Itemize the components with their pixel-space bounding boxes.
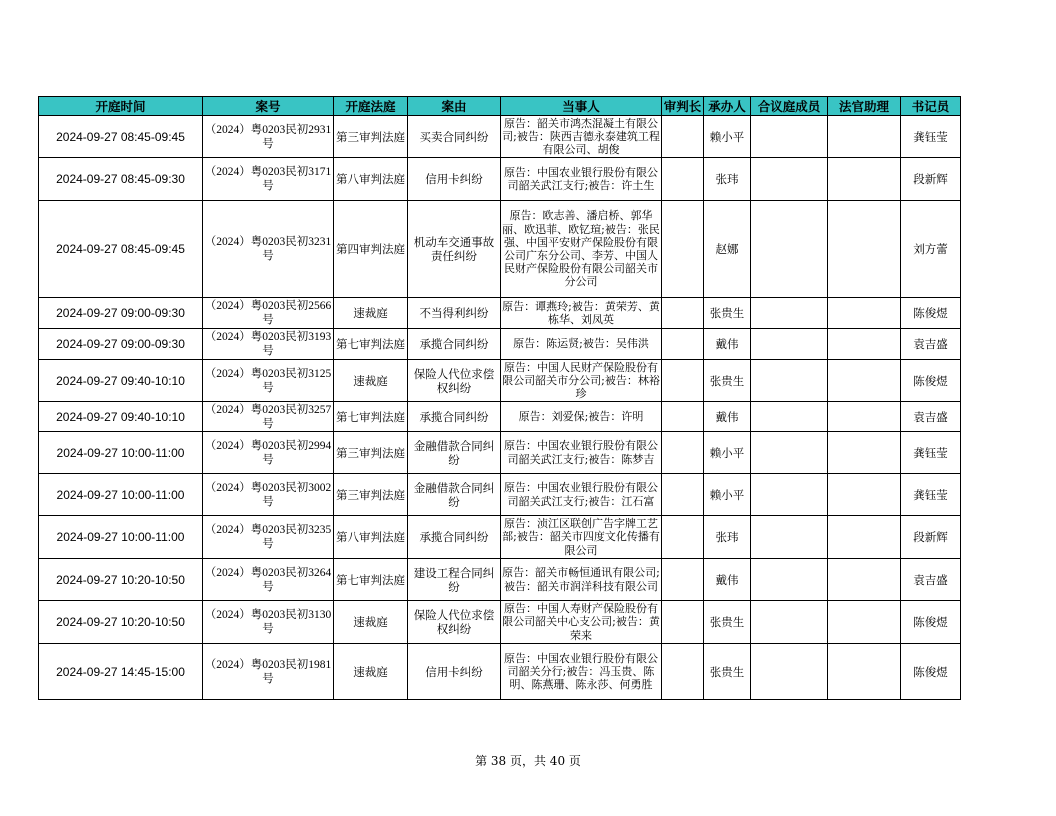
judge-assistant-cell [828,601,901,644]
presiding-judge-cell [662,601,704,644]
clerk-cell: 龚钰莹 [901,116,961,158]
case-number-cell: （2024）粤0203民初3235号 [203,516,334,559]
case-number-cell: （2024）粤0203民初1981号 [203,644,334,700]
judge-assistant-cell [828,559,901,601]
case-number-cell: （2024）粤0203民初2931号 [203,116,334,158]
presiding-judge-cell [662,474,704,516]
parties-cell: 原告：中国农业银行股份有限公司韶关武江支行;被告：陈梦吉 [501,432,662,474]
case-number-cell: （2024）粤0203民初3130号 [203,601,334,644]
header-panel-members: 合议庭成员 [751,97,828,116]
presiding-judge-cell [662,298,704,329]
courtroom-cell: 第三审判法庭 [334,474,408,516]
handler-cell: 张贵生 [704,644,751,700]
table-row [39,432,961,474]
case-number-cell: （2024）粤0203民初3257号 [203,402,334,432]
parties-cell: 原告：中国农业银行股份有限公司韶关分行;被告：冯玉贵、陈明、陈燕珊、陈永莎、何勇胜 [501,644,662,700]
cause-cell: 买卖合同纠纷 [408,116,501,158]
clerk-cell: 袁吉盛 [901,402,961,432]
hearing-time-cell: 2024-09-27 10:00-11:00 [39,432,203,474]
handler-cell: 赖小平 [704,474,751,516]
clerk-cell: 陈俊煜 [901,360,961,402]
panel-members-cell [751,402,828,432]
judge-assistant-cell [828,360,901,402]
header-parties: 当事人 [501,97,662,116]
hearing-time-cell: 2024-09-27 08:45-09:45 [39,116,203,158]
parties-cell: 原告：谭燕玲;被告：黄荣芳、黄栋华、刘凤英 [501,298,662,329]
parties-cell: 原告：中国农业银行股份有限公司韶关武江支行;被告：许土生 [501,158,662,201]
table-row [39,559,961,601]
presiding-judge-cell [662,360,704,402]
presiding-judge-cell [662,116,704,158]
courtroom-cell: 第四审判法庭 [334,201,408,298]
table-row [39,601,961,644]
courtroom-cell: 速裁庭 [334,360,408,402]
panel-members-cell [751,158,828,201]
parties-cell: 原告：陈运贤;被告：吴伟洪 [501,329,662,360]
table-row [39,644,961,700]
presiding-judge-cell [662,158,704,201]
judge-assistant-cell [828,402,901,432]
hearing-time-cell: 2024-09-27 10:20-10:50 [39,601,203,644]
table-row [39,516,961,559]
table-row [39,201,961,298]
courtroom-cell: 速裁庭 [334,644,408,700]
judge-assistant-cell [828,158,901,201]
parties-cell: 原告：中国农业银行股份有限公司韶关武江支行;被告：江石富 [501,474,662,516]
judge-assistant-cell [828,432,901,474]
panel-members-cell [751,474,828,516]
judge-assistant-cell [828,298,901,329]
header-handler: 承办人 [704,97,751,116]
panel-members-cell [751,432,828,474]
header-case-number: 案号 [203,97,334,116]
hearing-time-cell: 2024-09-27 10:20-10:50 [39,559,203,601]
judge-assistant-cell [828,201,901,298]
case-number-cell: （2024）粤0203民初3171号 [203,158,334,201]
case-number-cell: （2024）粤0203民初3002号 [203,474,334,516]
clerk-cell: 陈俊煜 [901,298,961,329]
cause-cell: 信用卡纠纷 [408,158,501,201]
clerk-cell: 段新辉 [901,158,961,201]
panel-members-cell [751,201,828,298]
presiding-judge-cell [662,329,704,360]
clerk-cell: 龚钰莹 [901,474,961,516]
case-number-cell: （2024）粤0203民初3193号 [203,329,334,360]
header-hearing-time: 开庭时间 [39,97,203,116]
courtroom-cell: 第三审判法庭 [334,116,408,158]
handler-cell: 张玮 [704,158,751,201]
parties-cell: 原告：韶关市畅恒通讯有限公司;被告：韶关市润洋科技有限公司 [501,559,662,601]
cause-cell: 信用卡纠纷 [408,644,501,700]
cause-cell: 建设工程合同纠纷 [408,559,501,601]
handler-cell: 戴伟 [704,402,751,432]
judge-assistant-cell [828,329,901,360]
header-cause: 案由 [408,97,501,116]
parties-cell: 原告：中国人寿财产保险股份有限公司韶关中心支公司;被告：黄荣来 [502,602,660,642]
panel-members-cell [751,516,828,559]
case-number-cell: （2024）粤0203民初3264号 [203,559,334,601]
table-row [39,116,961,158]
panel-members-cell [751,644,828,700]
cause-cell: 承揽合同纠纷 [408,516,501,559]
judge-assistant-cell [828,644,901,700]
judge-assistant-cell [828,516,901,559]
courtroom-cell: 第七审判法庭 [334,402,408,432]
handler-cell: 赵娜 [704,201,751,298]
header-clerk: 书记员 [901,97,961,116]
handler-cell: 张贵生 [704,360,751,402]
cause-cell: 金融借款合同纠纷 [408,474,501,516]
cause-cell: 机动车交通事故责任纠纷 [408,201,501,298]
courtroom-cell: 第八审判法庭 [334,516,408,559]
hearing-time-cell: 2024-09-27 09:00-09:30 [39,329,203,360]
header-courtroom: 开庭法庭 [334,97,408,116]
cause-cell: 保险人代位求偿权纠纷 [408,601,501,644]
panel-members-cell [751,298,828,329]
table-row [39,158,961,201]
judge-assistant-cell [828,474,901,516]
header-judge-assistant: 法官助理 [828,97,901,116]
clerk-cell: 袁吉盛 [901,329,961,360]
panel-members-cell [751,329,828,360]
case-number-cell: （2024）粤0203民初2994号 [203,432,334,474]
table-row [39,360,961,402]
presiding-judge-cell [662,559,704,601]
cause-cell: 保险人代位求偿权纠纷 [408,360,501,402]
courtroom-cell: 第八审判法庭 [334,158,408,201]
hearing-time-cell: 2024-09-27 10:00-11:00 [39,474,203,516]
handler-cell: 张贵生 [704,298,751,329]
hearing-schedule-table [38,96,961,700]
hearing-time-cell: 2024-09-27 14:45-15:00 [39,644,203,700]
presiding-judge-cell [662,402,704,432]
courtroom-cell: 速裁庭 [334,601,408,644]
clerk-cell: 袁吉盛 [901,559,961,601]
presiding-judge-cell [662,644,704,700]
parties-cell: 原告：韶关市鸿杰混凝土有限公司;被告：陕西吉德永泰建筑工程有限公司、胡俊 [502,116,660,157]
hearing-time-cell: 2024-09-27 08:45-09:30 [39,158,203,201]
handler-cell: 张贵生 [704,601,751,644]
parties-cell: 原告：中国人民财产保险股份有限公司韶关市分公司;被告：林裕珍 [502,360,660,401]
clerk-cell: 陈俊煜 [901,644,961,700]
table-row [39,402,961,432]
case-number-cell: （2024）粤0203民初3125号 [203,360,334,402]
parties-cell: 原告：欧志善、潘启桥、郭华丽、欧迅菲、欧钇瑄;被告：张民强、中国平安财产保险股份有限公司广东分公司、李芳、中国人民财产保险股份有限公司韶关市分公司 [501,201,662,298]
table-row [39,329,961,360]
clerk-cell: 陈俊煜 [901,601,961,644]
panel-members-cell [751,559,828,601]
page-number: 第 38 页，共 40 页 [475,754,581,768]
parties-cell: 原告：刘爱保;被告：许明 [501,402,662,432]
case-number-cell: （2024）粤0203民初2566号 [203,298,334,329]
hearing-time-cell: 2024-09-27 09:00-09:30 [39,298,203,329]
header-presiding-judge: 审判长 [662,97,704,116]
cause-cell: 承揽合同纠纷 [408,329,501,360]
table-row [39,474,961,516]
courtroom-cell: 第三审判法庭 [334,432,408,474]
panel-members-cell [751,360,828,402]
cause-cell: 承揽合同纠纷 [408,402,501,432]
courtroom-cell: 第七审判法庭 [334,329,408,360]
handler-cell: 赖小平 [704,432,751,474]
hearing-time-cell: 2024-09-27 09:40-10:10 [39,402,203,432]
case-number-cell: （2024）粤0203民初3231号 [203,201,334,298]
cause-cell: 金融借款合同纠纷 [408,432,501,474]
hearing-time-cell: 2024-09-27 09:40-10:10 [39,360,203,402]
handler-cell: 戴伟 [704,559,751,601]
hearing-time-cell: 2024-09-27 08:45-09:45 [39,201,203,298]
presiding-judge-cell [662,201,704,298]
courtroom-cell: 第七审判法庭 [334,559,408,601]
table-row [39,298,961,329]
parties-cell: 原告：浈江区联创广告字牌工艺部;被告：韶关市四度文化传播有限公司 [502,517,660,557]
presiding-judge-cell [662,432,704,474]
judge-assistant-cell [828,116,901,158]
handler-cell: 戴伟 [704,329,751,360]
clerk-cell: 龚钰莹 [901,432,961,474]
hearing-time-cell: 2024-09-27 10:00-11:00 [39,516,203,559]
cause-cell: 不当得利纠纷 [408,298,501,329]
clerk-cell: 段新辉 [901,516,961,559]
clerk-cell: 刘方蕾 [901,201,961,298]
presiding-judge-cell [662,516,704,559]
handler-cell: 赖小平 [704,116,751,158]
handler-cell: 张玮 [704,516,751,559]
panel-members-cell [751,116,828,158]
panel-members-cell [751,601,828,644]
table-header-row [39,97,961,116]
courtroom-cell: 速裁庭 [334,298,408,329]
